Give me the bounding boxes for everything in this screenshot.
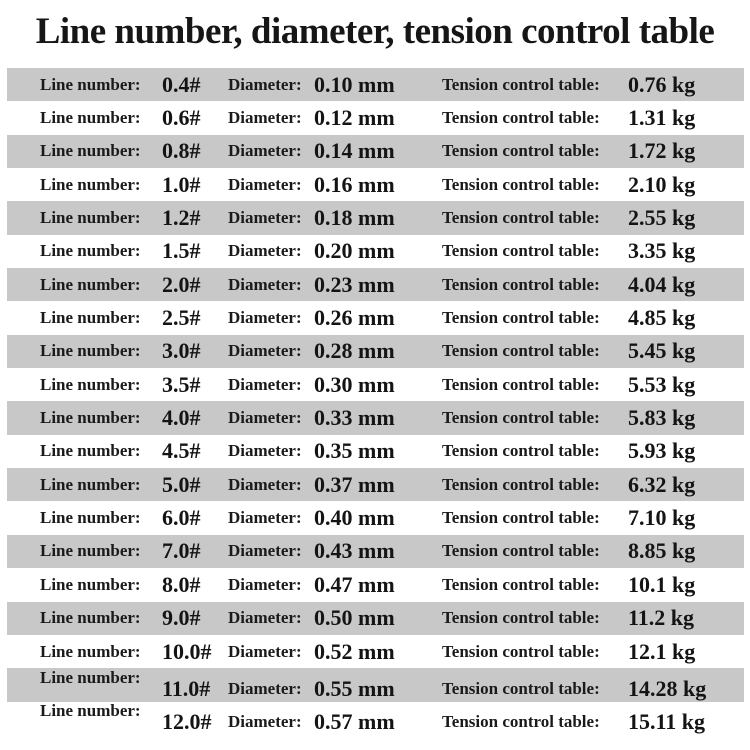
line-number-label: Line number:: [40, 341, 141, 361]
diameter-value: 0.18 mm: [314, 205, 395, 231]
tension-value: 15.11 kg: [628, 709, 706, 735]
tension-value: 4.85 kg: [628, 305, 696, 331]
tension-label: Tension control table:: [442, 574, 600, 594]
line-number-label: Line number:: [40, 541, 141, 561]
line-number-value: 1.2#: [162, 205, 201, 231]
line-number-label: Line number:: [40, 574, 141, 594]
diameter-label: Diameter:: [228, 641, 302, 661]
tension-label: Tension control table:: [442, 678, 600, 698]
tension-value: 6.32 kg: [628, 471, 696, 497]
diameter-label: Diameter:: [228, 341, 302, 361]
line-number-label: Line number:: [40, 308, 141, 328]
tension-label: Tension control table:: [442, 174, 600, 194]
tension-value: 1.31 kg: [628, 105, 696, 131]
line-number-value: 5.0#: [162, 471, 201, 497]
tension-label: Tension control table:: [442, 608, 600, 628]
table-row: [7, 268, 744, 301]
table-row: [7, 135, 744, 168]
line-number-value: 2.0#: [162, 271, 201, 297]
table-row: [7, 201, 744, 234]
diameter-value: 0.37 mm: [314, 471, 395, 497]
line-number-label: Line number:: [40, 667, 141, 687]
tension-label: Tension control table:: [442, 641, 600, 661]
page-title: Line number, diameter, tension control table: [35, 11, 715, 52]
diameter-label: Diameter:: [228, 678, 302, 698]
diameter-value: 0.57 mm: [314, 709, 395, 735]
line-number-label: Line number:: [40, 208, 141, 228]
tension-label: Tension control table:: [442, 241, 600, 261]
diameter-label: Diameter:: [228, 408, 302, 428]
tension-value: 2.10 kg: [628, 171, 696, 197]
line-number-label: Line number:: [40, 408, 141, 428]
tension-value: 5.45 kg: [628, 338, 696, 364]
diameter-value: 0.20 mm: [314, 238, 395, 264]
diameter-value: 0.16 mm: [314, 171, 395, 197]
tension-value: 0.76 kg: [628, 71, 696, 97]
table-row: [7, 468, 744, 501]
line-number-label: Line number:: [40, 441, 141, 461]
diameter-value: 0.10 mm: [314, 71, 395, 97]
table-row: [7, 635, 744, 668]
table-row: [7, 602, 744, 635]
table-row: [7, 435, 744, 468]
tension-label: Tension control table:: [442, 541, 600, 561]
table-row: [7, 668, 744, 701]
tension-value: 11.2 kg: [628, 605, 695, 631]
diameter-label: Diameter:: [228, 608, 302, 628]
line-number-label: Line number:: [40, 141, 141, 161]
diameter-value: 0.43 mm: [314, 538, 395, 564]
tension-value: 5.83 kg: [628, 405, 696, 431]
table-row: [7, 101, 744, 134]
tension-value: 7.10 kg: [628, 505, 696, 531]
diameter-value: 0.30 mm: [314, 371, 395, 397]
table-row: [7, 368, 744, 401]
diameter-value: 0.47 mm: [314, 571, 395, 597]
diameter-value: 0.55 mm: [314, 675, 395, 701]
line-number-value: 2.5#: [162, 305, 201, 331]
line-number-value: 7.0#: [162, 538, 201, 564]
line-number-label: Line number:: [40, 474, 141, 494]
tension-value: 3.35 kg: [628, 238, 696, 264]
tension-value: 2.55 kg: [628, 205, 696, 231]
diameter-value: 0.26 mm: [314, 305, 395, 331]
tension-label: Tension control table:: [442, 474, 600, 494]
line-number-label: Line number:: [40, 508, 141, 528]
diameter-label: Diameter:: [228, 474, 302, 494]
line-number-value: 12.0#: [162, 709, 212, 735]
diameter-label: Diameter:: [228, 574, 302, 594]
table-row: [7, 235, 744, 268]
tension-label: Tension control table:: [442, 108, 600, 128]
tension-label: Tension control table:: [442, 208, 600, 228]
tension-label: Tension control table:: [442, 341, 600, 361]
line-number-label: Line number:: [40, 701, 141, 721]
table-row: [7, 301, 744, 334]
tension-value: 14.28 kg: [628, 675, 707, 701]
line-number-label: Line number:: [40, 274, 141, 294]
line-number-value: 8.0#: [162, 571, 201, 597]
line-number-label: Line number:: [40, 241, 141, 261]
tension-label: Tension control table:: [442, 74, 600, 94]
diameter-label: Diameter:: [228, 441, 302, 461]
diameter-label: Diameter:: [228, 541, 302, 561]
tension-value: 4.04 kg: [628, 271, 696, 297]
line-number-value: 1.0#: [162, 171, 201, 197]
line-number-label: Line number:: [40, 608, 141, 628]
line-number-label: Line number:: [40, 108, 141, 128]
tension-label: Tension control table:: [442, 141, 600, 161]
tension-label: Tension control table:: [442, 508, 600, 528]
tension-value: 5.93 kg: [628, 438, 696, 464]
line-number-label: Line number:: [40, 74, 141, 94]
diameter-value: 0.28 mm: [314, 338, 395, 364]
table-row: [7, 702, 744, 735]
tension-value: 8.85 kg: [628, 538, 696, 564]
diameter-label: Diameter:: [228, 208, 302, 228]
line-number-label: Line number:: [40, 174, 141, 194]
diameter-label: Diameter:: [228, 274, 302, 294]
tension-label: Tension control table:: [442, 374, 600, 394]
line-number-value: 4.5#: [162, 438, 201, 464]
diameter-label: Diameter:: [228, 74, 302, 94]
table-row: [7, 401, 744, 434]
table-row: [7, 68, 744, 101]
line-number-value: 9.0#: [162, 605, 201, 631]
tension-value: 12.1 kg: [628, 638, 696, 664]
diameter-label: Diameter:: [228, 374, 302, 394]
table-row: [7, 535, 744, 568]
tension-value: 10.1 kg: [628, 571, 696, 597]
diameter-label: Diameter:: [228, 508, 302, 528]
spec-table: [0, 68, 750, 735]
table-row: [7, 335, 744, 368]
line-number-value: 11.0#: [162, 675, 211, 701]
line-number-value: 1.5#: [162, 238, 201, 264]
diameter-value: 0.14 mm: [314, 138, 395, 164]
diameter-value: 0.23 mm: [314, 271, 395, 297]
line-number-value: 0.8#: [162, 138, 201, 164]
tension-label: Tension control table:: [442, 408, 600, 428]
line-number-value: 4.0#: [162, 405, 201, 431]
tension-value: 5.53 kg: [628, 371, 696, 397]
tension-label: Tension control table:: [442, 308, 600, 328]
line-number-value: 6.0#: [162, 505, 201, 531]
table-row: [7, 501, 744, 534]
diameter-value: 0.52 mm: [314, 638, 395, 664]
line-number-value: 3.0#: [162, 338, 201, 364]
line-number-value: 0.6#: [162, 105, 201, 131]
diameter-value: 0.33 mm: [314, 405, 395, 431]
diameter-label: Diameter:: [228, 141, 302, 161]
diameter-value: 0.50 mm: [314, 605, 395, 631]
diameter-value: 0.12 mm: [314, 105, 395, 131]
table-row: [7, 568, 744, 601]
diameter-label: Diameter:: [228, 712, 302, 732]
diameter-label: Diameter:: [228, 108, 302, 128]
diameter-label: Diameter:: [228, 174, 302, 194]
tension-label: Tension control table:: [442, 712, 600, 732]
line-number-value: 0.4#: [162, 71, 201, 97]
line-number-label: Line number:: [40, 641, 141, 661]
tension-label: Tension control table:: [442, 441, 600, 461]
diameter-value: 0.35 mm: [314, 438, 395, 464]
line-number-value: 3.5#: [162, 371, 201, 397]
line-number-label: Line number:: [40, 374, 141, 394]
line-number-value: 10.0#: [162, 638, 212, 664]
diameter-label: Diameter:: [228, 241, 302, 261]
tension-value: 1.72 kg: [628, 138, 696, 164]
diameter-value: 0.40 mm: [314, 505, 395, 531]
tension-label: Tension control table:: [442, 274, 600, 294]
diameter-label: Diameter:: [228, 308, 302, 328]
table-row: [7, 168, 744, 201]
